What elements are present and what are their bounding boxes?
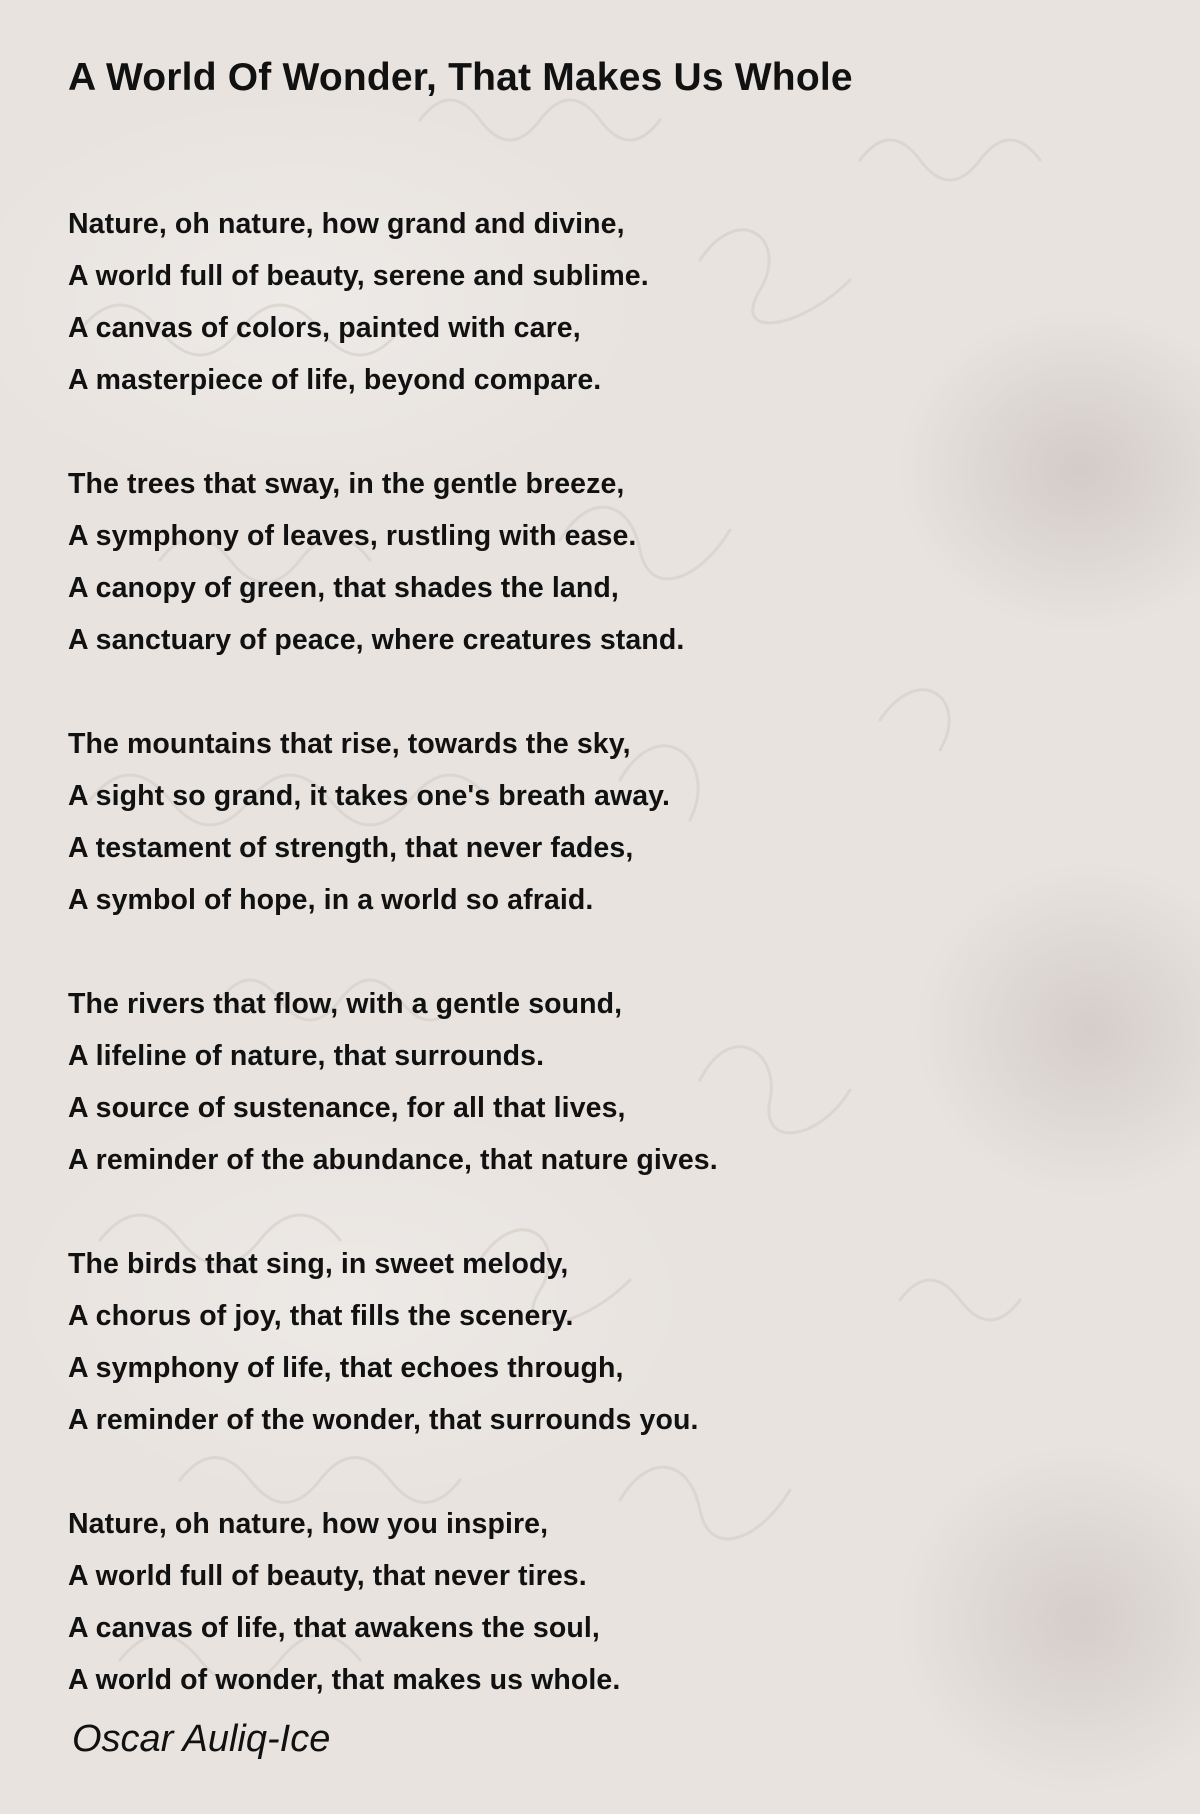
poem-line: A reminder of the wonder, that surrounds you. — [68, 1404, 699, 1436]
stanza-6 — [68, 1498, 1128, 1706]
poem-line: The mountains that rise, towards the sky, — [68, 728, 631, 760]
poem-line: Nature, oh nature, how you inspire, — [68, 1508, 549, 1540]
poem-line: A symphony of leaves, rustling with ease. — [68, 520, 637, 552]
poem-line: A sight so grand, it takes one's breath away. — [68, 780, 671, 812]
stanza-4 — [68, 978, 1128, 1186]
poem-line: A lifeline of nature, that surrounds. — [68, 1040, 545, 1072]
poem-line: A symbol of hope, in a world so afraid. — [68, 884, 594, 916]
poem-line: A canvas of life, that awakens the soul, — [68, 1612, 600, 1644]
stanza-1 — [68, 198, 1128, 406]
stanza-2 — [68, 458, 1128, 666]
poem-line: A chorus of joy, that fills the scenery. — [68, 1300, 574, 1332]
poem-title: A World Of Wonder, That Makes Us Whole — [68, 56, 853, 99]
poem-line: The rivers that flow, with a gentle sound, — [68, 988, 623, 1020]
poem-line: A canvas of colors, painted with care, — [68, 312, 581, 344]
stanza-3 — [68, 718, 1128, 926]
poem-line: A world of wonder, that makes us whole. — [68, 1664, 621, 1696]
poem-line: The birds that sing, in sweet melody, — [68, 1248, 569, 1280]
poem-line: A masterpiece of life, beyond compare. — [68, 364, 602, 396]
poem-line: A reminder of the abundance, that nature gives. — [68, 1144, 718, 1176]
poem-line: A source of sustenance, for all that lives, — [68, 1092, 626, 1124]
poem-content — [68, 50, 1128, 1758]
poem-line: Nature, oh nature, how grand and divine, — [68, 208, 625, 240]
poem-line: A world full of beauty, that never tires. — [68, 1560, 587, 1592]
poem-line: A testament of strength, that never fades, — [68, 832, 634, 864]
poem-body — [68, 198, 1128, 1706]
stanza-5 — [68, 1238, 1128, 1446]
poem-line: The trees that sway, in the gentle breeze, — [68, 468, 625, 500]
poem-author: Oscar Auliq-Ice — [72, 1718, 331, 1760]
poem-line: A canopy of green, that shades the land, — [68, 572, 619, 604]
poem-line: A world full of beauty, serene and sublime. — [68, 260, 649, 292]
poem-line: A symphony of life, that echoes through, — [68, 1352, 624, 1384]
poem-line: A sanctuary of peace, where creatures stand. — [68, 624, 685, 656]
